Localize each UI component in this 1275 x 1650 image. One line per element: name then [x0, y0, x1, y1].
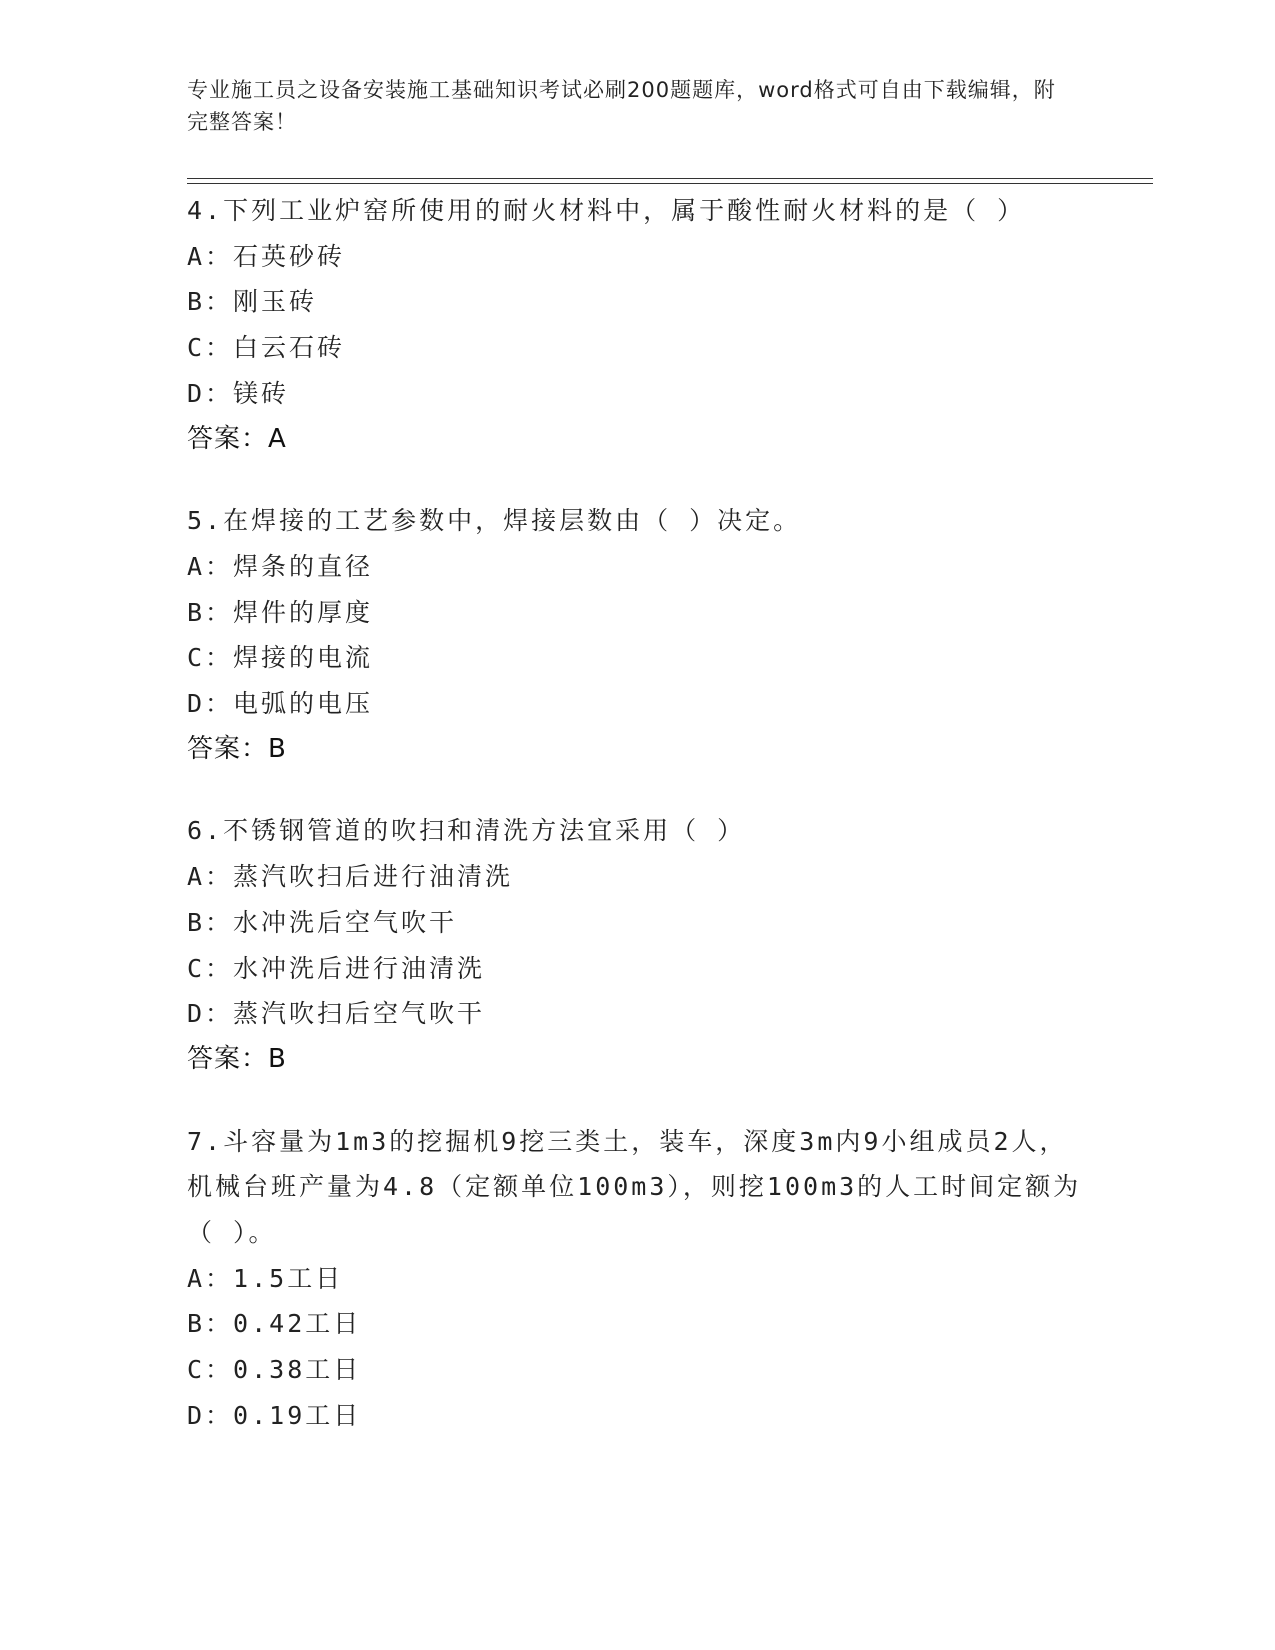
option-d: D：镁砖 [187, 378, 290, 408]
option-a: A：蒸汽吹扫后进行油清洗 [187, 862, 514, 892]
option-a: A：1.5工日 [187, 1263, 344, 1293]
option-c: C：焊接的电流 [187, 643, 374, 673]
answer-line: 答案：B [187, 1043, 287, 1074]
question-6 [187, 808, 1087, 1082]
question-5 [187, 498, 1087, 772]
header-divider-top [187, 178, 1153, 179]
question-list [187, 188, 1087, 1475]
question-stem: 6.不锈钢管道的吹扫和清洗方法宜采用（ ） [187, 816, 746, 846]
option-c: C：白云石砖 [187, 333, 346, 363]
question-stem: 5.在焊接的工艺参数中，焊接层数由（ ）决定。 [187, 506, 802, 536]
option-c: C：0.38工日 [187, 1355, 362, 1385]
option-d: D：0.19工日 [187, 1400, 362, 1430]
option-b: B：0.42工日 [187, 1309, 362, 1339]
answer-line: 答案：B [187, 733, 287, 764]
question-4 [187, 188, 1087, 462]
header-divider-bottom [187, 183, 1153, 184]
option-b: B：水冲洗后空气吹干 [187, 907, 458, 937]
question-stem: 4.下列工业炉窑所使用的耐火材料中，属于酸性耐火材料的是（ ） [187, 196, 1026, 225]
option-a: A：焊条的直径 [187, 551, 374, 581]
option-a: A：石英砂砖 [187, 241, 346, 271]
question-7 [187, 1119, 1087, 1439]
option-b: B：刚玉砖 [187, 287, 318, 317]
option-b: B：焊件的厚度 [187, 597, 374, 627]
question-stem: 7.斗容量为1m3的挖掘机9挖三类土，装车，深度3m内9小组成员2人，机械台班产量为4.8（定额单位100m3），则挖100m3的人工时间定额为（ ）。 [187, 1126, 1082, 1248]
answer-line: 答案：A [187, 423, 287, 454]
option-d: D：电弧的电压 [187, 689, 374, 719]
option-d: D：蒸汽吹扫后空气吹干 [187, 999, 486, 1029]
document-header: 专业施工员之设备安装施工基础知识考试必刷200题题库，word格式可自由下载编辑，附完整答案！ [187, 78, 1056, 134]
option-c: C：水冲洗后进行油清洗 [187, 953, 486, 983]
